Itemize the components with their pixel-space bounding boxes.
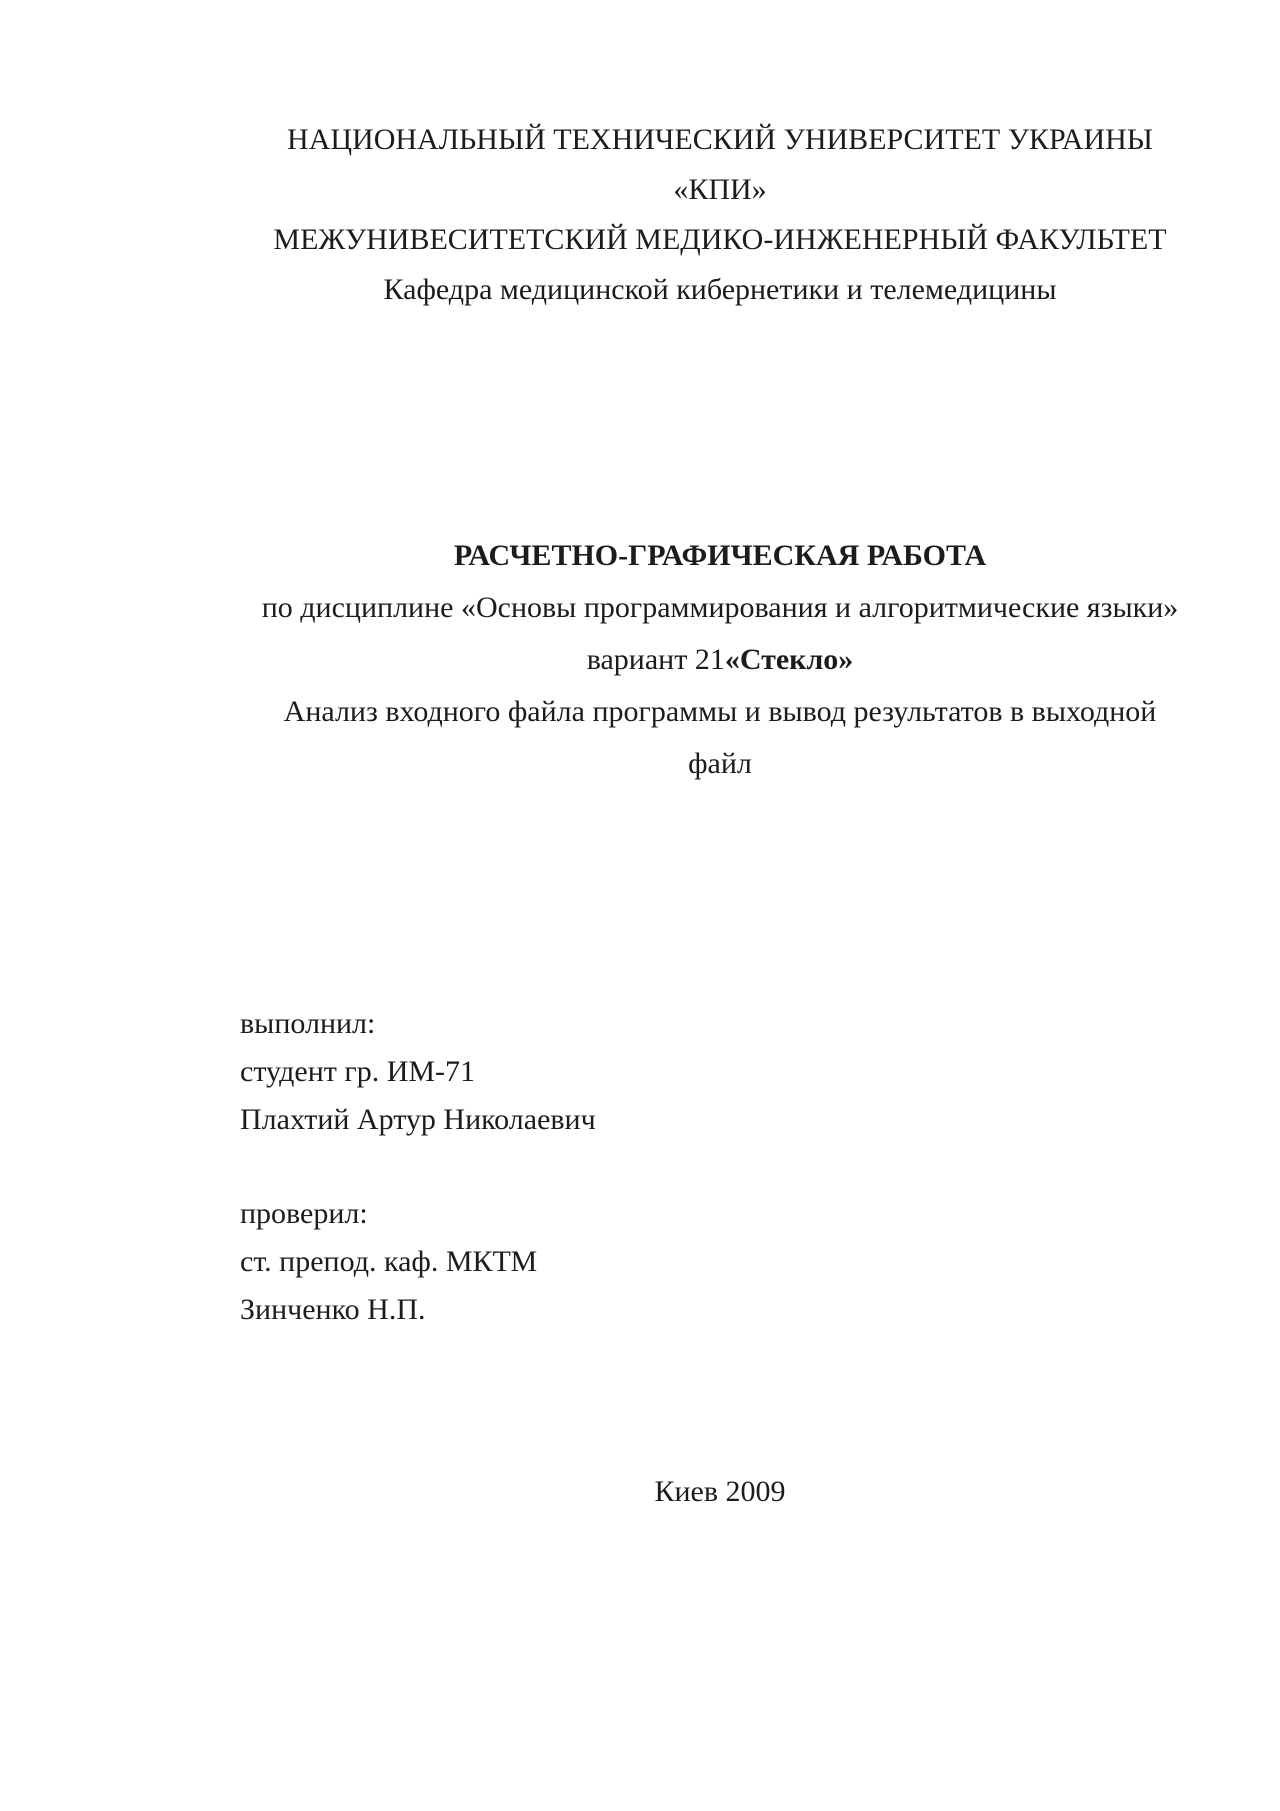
- city-year: Киев 2009: [654, 1475, 786, 1508]
- work-subtitle-line1: Анализ входного файла программы и вывод результатов в выходной: [283, 695, 1157, 728]
- faculty-name: МЕЖУНИВЕСИТЕТСКИЙ МЕДИКО-ИНЖЕНЕРНЫЙ ФАКУЛЬТЕТ: [273, 223, 1167, 256]
- checked-by-label: проверил:: [240, 1197, 368, 1230]
- variant-prefix: вариант 21: [586, 643, 725, 676]
- variant-name: «Стекло»: [724, 643, 854, 676]
- reviewer-name: Зинченко Н.П.: [240, 1293, 426, 1326]
- student-name: Плахтий Артур Николаевич: [240, 1103, 596, 1136]
- work-type-title: РАСЧЕТНО-ГРАФИЧЕСКАЯ РАБОТА: [453, 539, 987, 572]
- reviewer-section: [240, 1190, 537, 1334]
- university-abbr: «КПИ»: [673, 173, 767, 206]
- work-subtitle-line2: файл: [688, 747, 752, 780]
- work-title-section: [240, 530, 1200, 790]
- reviewer-position: ст. препод. каф. МКТМ: [240, 1245, 538, 1278]
- author-section: [240, 1000, 596, 1144]
- department-name: Кафедра медицинской кибернетики и телемедицины: [383, 273, 1057, 306]
- performed-by-label: выполнил:: [240, 1007, 376, 1040]
- variant-line: [240, 634, 1200, 686]
- footer-section: [240, 1467, 1200, 1517]
- university-name: НАЦИОНАЛЬНЫЙ ТЕХНИЧЕСКИЙ УНИВЕРСИТЕТ УКРАИНЫ: [287, 123, 1153, 156]
- discipline-line: по дисциплине «Основы программирования и алгоритмические языки»: [261, 591, 1179, 624]
- university-header: [240, 115, 1200, 315]
- student-group: студент гр. ИМ-71: [240, 1055, 476, 1088]
